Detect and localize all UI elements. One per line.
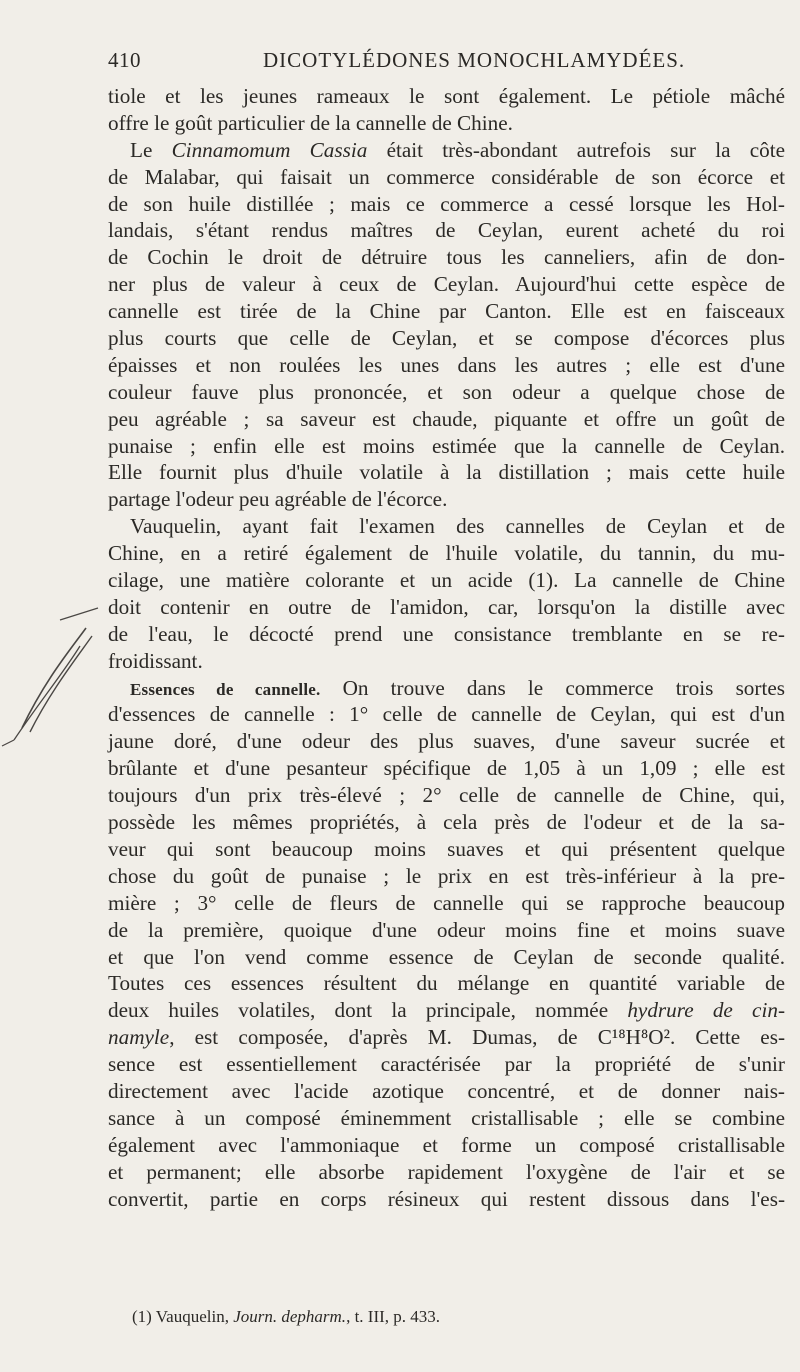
text-segment: Le <box>130 137 172 162</box>
text-line <box>108 836 785 863</box>
text-line <box>108 540 785 567</box>
text-line <box>108 379 785 406</box>
text-segment: sence est essentiellement caractérisée par la propriété de s'unir <box>108 1052 785 1077</box>
text-line <box>108 83 785 110</box>
text-line <box>108 486 785 513</box>
text-segment: brûlante et d'une pesanteur spécifique de 1,05 à un 1,09 ; elle est <box>108 756 785 781</box>
text-segment: Vauquelin, ayant fait l'examen des cannelles de Ceylan et de <box>130 514 785 539</box>
text-segment: de son huile distillée ; mais ce commerce a cessé lorsque les Hol- <box>108 191 785 216</box>
text-segment: froidissant. <box>108 648 203 673</box>
text-segment: Elle fournit plus d'huile volatile à la distillation ; mais cette huile <box>108 460 785 485</box>
text-segment: de Cochin le droit de détruire tous les canneliers, afin de don- <box>108 245 785 270</box>
body-text <box>108 83 785 1212</box>
text-segment: mière ; 3° celle de fleurs de cannelle qui se rapproche beaucoup <box>108 890 785 915</box>
italic-term: namyle <box>108 1025 170 1050</box>
text-segment: directement avec l'acide azotique concentré, et de donner nais- <box>108 1078 785 1103</box>
text-segment: également avec l'ammoniaque et forme un composé cristallisable <box>108 1132 785 1157</box>
text-line <box>108 406 785 433</box>
text-segment: d'essences de cannelle : 1° celle de cannelle de Ceylan, qui est d'un <box>108 702 785 727</box>
text-line <box>108 701 785 728</box>
text-segment: Toutes ces essences résultent du mélange en quantité variable de <box>108 971 785 996</box>
italic-term: Cinnamomum Cassia <box>171 137 368 162</box>
footnote-prefix: (1) Vauquelin, <box>132 1307 234 1326</box>
text-line <box>108 997 785 1024</box>
text-line <box>108 755 785 782</box>
text-line <box>108 675 785 702</box>
text-segment: offre le goût particulier de la cannelle de Chine. <box>108 110 513 135</box>
text-segment: partage l'odeur peu agréable de l'écorce. <box>108 487 448 512</box>
running-header <box>108 48 785 80</box>
text-line <box>108 890 785 917</box>
text-segment: sance à un composé éminemment cristallisable ; elle se combine <box>108 1105 785 1130</box>
text-line <box>108 110 785 137</box>
text-segment: possède les mêmes propriétés, à cela près de l'odeur et de la sa- <box>108 810 785 835</box>
text-segment: Chine, en a retiré également de l'huile volatile, du tannin, du mu- <box>108 541 785 566</box>
text-line <box>108 244 785 271</box>
text-segment: tiole et les jeunes rameaux le sont également. Le pétiole mâché <box>108 84 785 108</box>
text-line <box>108 863 785 890</box>
footnote-journal: Journ. depharm. <box>233 1307 347 1326</box>
text-line <box>108 191 785 218</box>
text-line <box>108 459 785 486</box>
text-segment: et permanent; elle absorbe rapidement l'oxygène de l'air et se <box>108 1159 785 1184</box>
text-segment: toujours d'un prix très-élevé ; 2° celle de cannelle de Chine, qui, <box>108 783 785 808</box>
text-segment: plus courts que celle de Ceylan, et se compose d'écorces plus <box>108 326 785 351</box>
text-line <box>108 1024 785 1051</box>
text-segment: de la première, quoique d'une odeur moins fine et moins suave <box>108 917 785 942</box>
footnote-suffix: , t. III, p. 433. <box>346 1307 441 1326</box>
text-segment: et que l'on vend comme essence de Ceylan de seconde qualité. <box>108 944 785 969</box>
italic-term: hydrure de cin- <box>627 998 785 1023</box>
text-segment: chose du goût de punaise ; le prix en est très-inférieur à la pre- <box>108 863 785 888</box>
text-segment: convertit, partie en corps résineux qui restent dissous dans l'es- <box>108 1186 785 1211</box>
page-number: 410 <box>108 48 141 72</box>
text-line <box>108 621 785 648</box>
text-line <box>108 1186 785 1213</box>
text-segment: , est composée, d'après M. Dumas, de C¹⁸H⁸O². Cette es- <box>169 1025 785 1050</box>
text-line <box>108 567 785 594</box>
text-segment: landais, s'étant rendus maîtres de Ceylan, eurent acheté du roi <box>108 218 785 243</box>
text-line <box>108 594 785 621</box>
running-title: DICOTYLÉDONES MONOCHLAMYDÉES. <box>263 48 686 72</box>
text-segment: cilage, une matière colorante et un acide (1). La cannelle de Chine <box>108 568 785 593</box>
text-line <box>108 325 785 352</box>
text-line <box>108 1132 785 1159</box>
text-line <box>108 1078 785 1105</box>
pencil-margin-mark-icon <box>0 600 110 760</box>
text-segment: couleur fauve plus prononcée, et son odeur a quelque chose de <box>108 379 785 404</box>
text-line <box>108 513 785 540</box>
text-segment: cannelle est tirée de la Chine par Canton. Elle est en faisceaux <box>108 299 785 324</box>
text-segment: épaisses et non roulées les unes dans les autres ; elle est d'une <box>108 352 785 377</box>
text-line <box>108 648 785 675</box>
text-line <box>108 970 785 997</box>
text-line <box>108 433 785 460</box>
section-run-in-heading: Essences de cannelle. <box>130 679 321 699</box>
text-line <box>108 137 785 164</box>
text-line <box>108 1159 785 1186</box>
text-segment: veur qui sont beaucoup moins suaves et qui présentent quelque <box>108 836 785 861</box>
footnote <box>132 1307 785 1327</box>
text-line <box>108 352 785 379</box>
text-line <box>108 809 785 836</box>
text-segment: était très-abondant autrefois sur la côte <box>367 137 785 162</box>
text-line <box>108 1051 785 1078</box>
text-line <box>108 944 785 971</box>
text-line <box>108 782 785 809</box>
text-segment: On trouve dans le commerce trois sortes <box>320 675 785 700</box>
text-segment: de Malabar, qui faisait un commerce considérable de son écorce et <box>108 164 785 189</box>
text-segment: doit contenir en outre de l'amidon, car, lorsqu'on la distille avec <box>108 594 785 619</box>
text-line <box>108 728 785 755</box>
text-segment: jaune doré, d'une odeur des plus suaves, d'une saveur sucrée et <box>108 729 785 754</box>
text-segment: ner plus de valeur à ceux de Ceylan. Aujourd'hui cette espèce de <box>108 272 785 297</box>
text-line <box>108 1105 785 1132</box>
text-line <box>108 271 785 298</box>
text-segment: de l'eau, le décocté prend une consistance tremblante en se re- <box>108 621 785 646</box>
text-line <box>108 217 785 244</box>
text-line <box>108 298 785 325</box>
text-line <box>108 164 785 191</box>
text-line <box>108 917 785 944</box>
text-segment: deux huiles volatiles, dont la principale, nommée <box>108 998 628 1023</box>
text-segment: punaise ; enfin elle est moins estimée que la cannelle de Ceylan. <box>108 433 785 458</box>
text-segment: peu agréable ; sa saveur est chaude, piquante et offre un goût de <box>108 406 785 431</box>
